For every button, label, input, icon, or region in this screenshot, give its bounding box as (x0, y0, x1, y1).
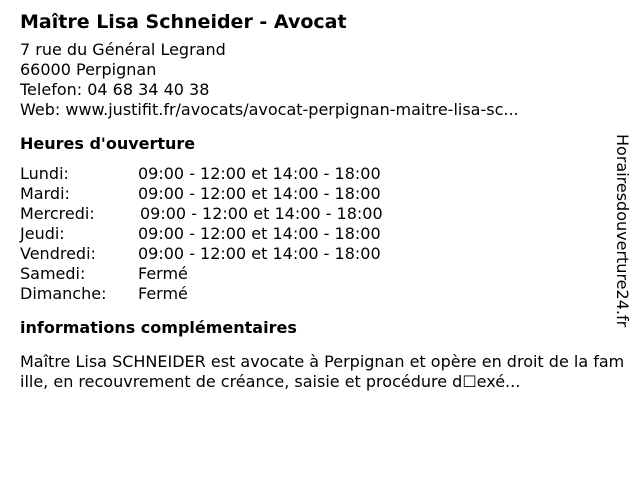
hours-row-saturday (20, 264, 632, 284)
day-label: Jeudi: (20, 224, 65, 243)
page-title: Maître Lisa Schneider - Avocat (20, 11, 347, 33)
day-hours: Fermé (138, 264, 188, 283)
info-heading: informations complémentaires (20, 318, 297, 337)
street-address: 7 rue du Général Legrand (20, 40, 226, 59)
info-description: Maître Lisa SCHNEIDER est avocate à Perpignan et opère en droit de la famille, en recouvrement de créance, saisie et procédure d☐exé... (20, 352, 625, 391)
hours-row-monday (20, 164, 632, 184)
day-hours: 09:00 - 12:00 et 14:00 - 18:00 (138, 184, 381, 203)
hours-row-thursday (20, 224, 632, 244)
day-hours: 09:00 - 12:00 et 14:00 - 18:00 (140, 204, 383, 223)
city-address: 66000 Perpignan (20, 60, 157, 79)
hours-row-wednesday (20, 204, 632, 224)
hours-row-friday (20, 244, 632, 264)
day-label: Mardi: (20, 184, 70, 203)
hours-heading: Heures d'ouverture (20, 134, 196, 153)
day-label: Lundi: (20, 164, 69, 183)
lawyer-card (20, 10, 632, 392)
site-watermark: Horairesdouverture24.fr (613, 134, 632, 328)
day-hours: 09:00 - 12:00 et 14:00 - 18:00 (138, 164, 381, 183)
day-label: Dimanche: (20, 284, 107, 303)
contact-block (20, 40, 632, 120)
day-hours: 09:00 - 12:00 et 14:00 - 18:00 (138, 244, 381, 263)
website-link[interactable]: Web: www.justifit.fr/avocats/avocat-perpignan-maitre-lisa-sc... (20, 100, 519, 119)
phone-number: Telefon: 04 68 34 40 38 (20, 80, 210, 99)
hours-row-tuesday (20, 184, 632, 204)
day-label: Samedi: (20, 264, 86, 283)
hours-table (20, 164, 632, 304)
day-label: Vendredi: (20, 244, 96, 263)
day-hours: 09:00 - 12:00 et 14:00 - 18:00 (138, 224, 381, 243)
day-label: Mercredi: (20, 204, 95, 223)
hours-row-sunday (20, 284, 632, 304)
day-hours: Fermé (138, 284, 188, 303)
